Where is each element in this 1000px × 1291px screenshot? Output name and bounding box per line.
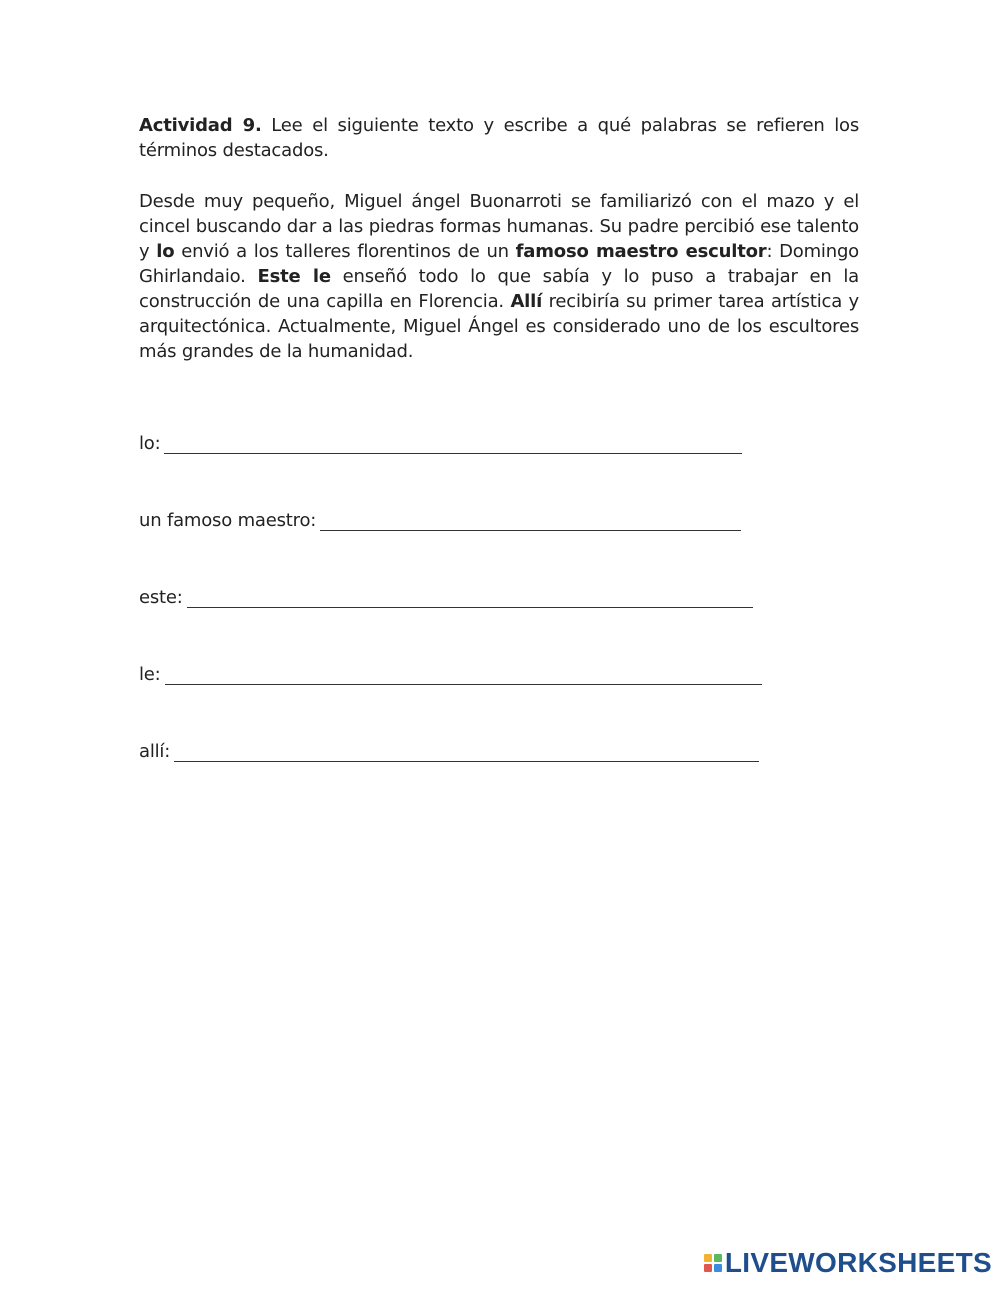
highlight-alli: Allí bbox=[510, 291, 543, 312]
passage-text: : Domingo Ghirlandaio. bbox=[139, 241, 859, 287]
passage-text: envió a los talleres florentinos de un bbox=[174, 241, 516, 262]
answer-input-le[interactable] bbox=[165, 664, 762, 685]
answer-label: le: bbox=[139, 664, 161, 685]
answer-row-este bbox=[139, 581, 859, 608]
answer-label: allí: bbox=[139, 741, 171, 762]
answer-label: este: bbox=[139, 587, 183, 608]
liveworksheets-logo bbox=[704, 1247, 992, 1279]
reading-passage bbox=[139, 189, 859, 364]
instruction-text: Lee el siguiente texto y escribe a qué palabras se refieren los términos destacados. bbox=[139, 115, 860, 161]
answer-label: un famoso maestro: bbox=[139, 510, 317, 531]
answer-input-lo[interactable] bbox=[164, 433, 742, 454]
answer-list bbox=[139, 427, 859, 812]
worksheet-body bbox=[139, 113, 859, 364]
answer-row-lo bbox=[139, 427, 859, 454]
highlight-lo: lo bbox=[156, 241, 175, 262]
highlight-maestro: famoso maestro escultor bbox=[515, 241, 767, 262]
answer-row-maestro bbox=[139, 504, 859, 531]
passage-text: enseñó todo lo que sabía y lo puso a trabajar en la construcción de una capilla en Florencia. bbox=[139, 266, 859, 312]
answer-input-este[interactable] bbox=[187, 587, 753, 608]
answer-input-alli[interactable] bbox=[174, 741, 759, 762]
passage-text: Desde muy pequeño, Miguel ángel Buonarroti se familiarizó con el mazo y el cincel buscando dar a las piedras formas humanas. Su padre percibió ese talento y bbox=[139, 191, 859, 262]
activity-instruction bbox=[139, 113, 859, 163]
activity-title: Actividad 9. bbox=[139, 115, 262, 136]
answer-row-alli bbox=[139, 735, 859, 762]
passage-text: recibiría su primer tarea artística y arquitectónica. Actualmente, Miguel Ángel es considerado uno de los escultores más grandes de la humanidad. bbox=[139, 291, 859, 362]
answer-input-maestro[interactable] bbox=[320, 510, 741, 531]
answer-row-le bbox=[139, 658, 859, 685]
logo-text: LIVEWORKSHEETS bbox=[724, 1247, 992, 1278]
logo-mark-icon bbox=[704, 1254, 722, 1272]
answer-label: lo: bbox=[139, 433, 161, 454]
highlight-este-le: Este le bbox=[257, 266, 331, 287]
